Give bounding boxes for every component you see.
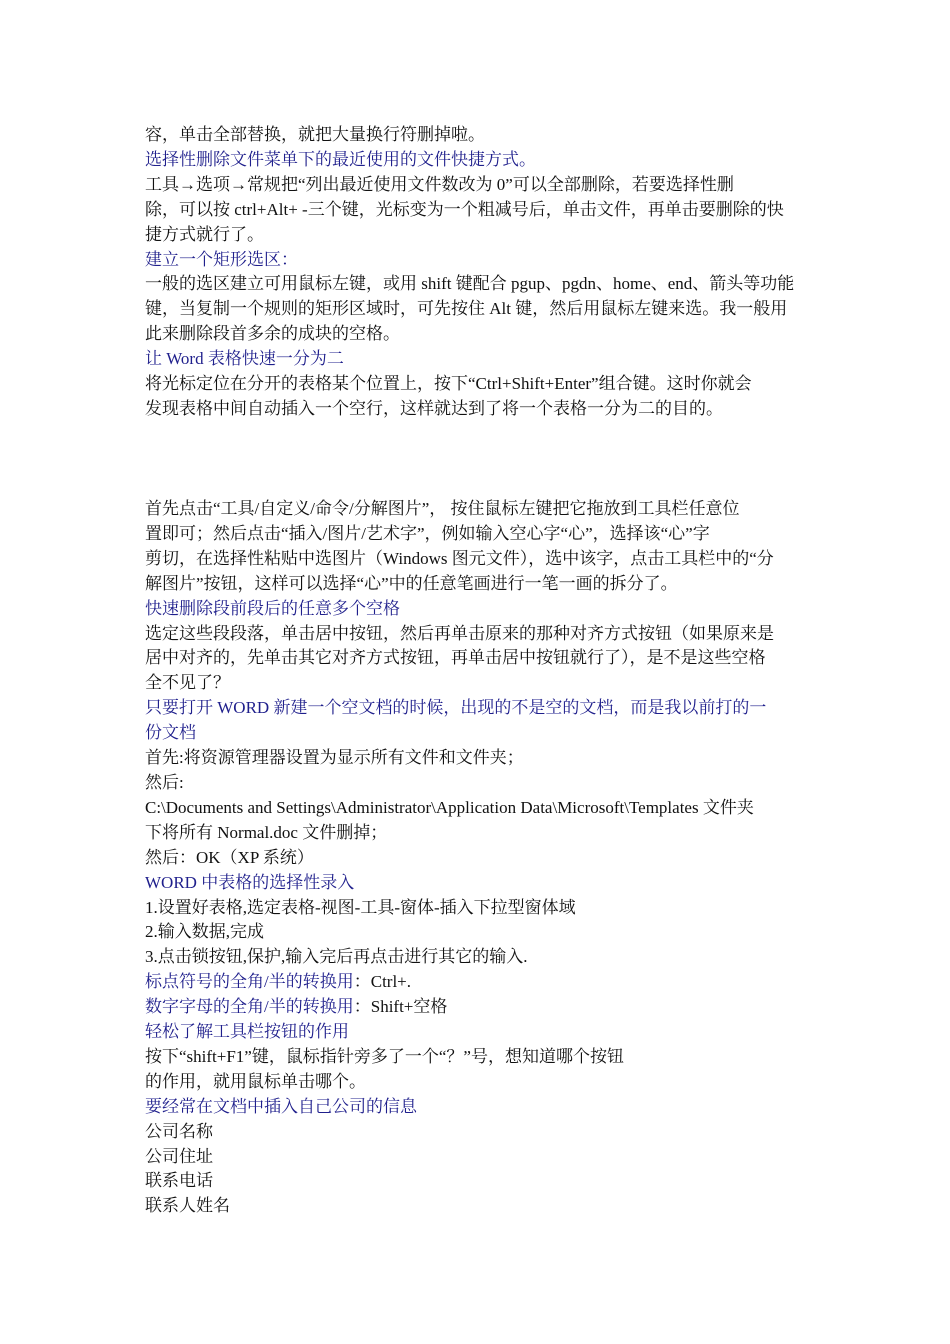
body-text-line: 然后：OK（XP 系统）	[145, 847, 314, 867]
mixed-line	[145, 970, 809, 995]
body-text-line: 捷方式就行了。	[145, 224, 264, 244]
body-text-line: 全不见了？	[145, 673, 230, 693]
body-text-line: 将光标定位在分开的表格某个位置上，按下“Ctrl+Shift+Enter”组合键。这时你就会	[145, 374, 752, 394]
body-text-line: 剪切，在选择性粘贴中选图片（Windows 图元文件），选中该字，点击工具栏中的“分	[145, 548, 774, 568]
section-heading: 快速删除段前段后的任意多个空格	[145, 598, 400, 618]
body-text-line: 选定这些段段落，单击居中按钮，然后再单击原来的那种对齐方式按钮（如果原来是	[145, 623, 774, 643]
body-text-line: 然后:	[145, 772, 184, 792]
body-text-line: 公司名称	[145, 1121, 213, 1141]
text-section-1	[145, 123, 809, 422]
body-text-line: 下将所有 Normal.doc 文件删掉；	[145, 822, 388, 842]
body-text-line: 首先:将资源管理器设置为显示所有文件和文件夹；	[145, 748, 524, 768]
text-fragment: ：Ctrl+.	[353, 972, 412, 992]
body-text-line: 此来删除段首多余的成块的空格。	[145, 324, 400, 344]
body-text-line: 联系人姓名	[145, 1196, 230, 1216]
body-text-line: 一般的选区建立可用鼠标左键，或用 shift 键配合 pgup、pgdn、home、end、箭头等功能	[145, 274, 795, 294]
section-heading: 建立一个矩形选区：	[145, 249, 298, 269]
body-text-line: 联系电话	[145, 1171, 213, 1191]
body-text-line: 工具→选项→常规把“列出最近使用文件数改为 0”可以全部删除，若要选择性删	[145, 174, 734, 194]
body-text-line: 公司住址	[145, 1146, 213, 1166]
body-text-line: 解图片”按钮，这样可以选择“心”中的任意笔画进行一笔一画的拆分了。	[145, 573, 678, 593]
body-text-line: 首先点击“工具/自定义/命令/分解图片”， 按住鼠标左键把它拖放到工具栏任意位	[145, 499, 740, 518]
section-heading: 份文档	[145, 723, 196, 743]
section-heading: 只要打开 WORD 新建一个空文档的时候，出现的不是空的文档，而是我以前打的一	[145, 698, 767, 718]
text-fragment: ：Shift+空格	[353, 997, 448, 1017]
body-text-line: C:\Documents and Settings\Administrator\Application Data\Microsoft\Templates 文件夹	[145, 797, 754, 817]
body-text-line: 键，当复制一个规则的矩形区域时，可先按住 Alt 键，然后用鼠标左键来选。我一般用	[145, 299, 788, 319]
section-heading: 选择性删除文件菜单下的最近使用的文件快捷方式。	[145, 149, 536, 169]
body-text-line: 发现表格中间自动插入一个空行，这样就达到了将一个表格一分为二的目的。	[145, 398, 723, 418]
body-text-line: 的作用，就用鼠标单击哪个。	[145, 1071, 366, 1091]
body-text-line: 置即可；然后点击“插入/图片/艺术字”，例如输入空心字“心”，选择该“心”字	[145, 523, 710, 543]
body-text-line: 3.点击锁按钮,保护,输入完后再点击进行其它的输入.	[145, 947, 528, 967]
body-text-line: 容，单击全部替换，就把大量换行符删掉啦。	[145, 125, 485, 144]
section-heading: 要经常在文档中插入自己公司的信息	[145, 1096, 417, 1116]
section-heading: WORD 中表格的选择性录入	[145, 872, 355, 892]
body-text-line: 1.设置好表格,选定表格-视图-工具-窗体-插入下拉型窗体域	[145, 897, 576, 917]
body-text-line: 居中对齐的，先单击其它对齐方式按钮，再单击居中按钮就行了），是不是这些空格	[145, 648, 766, 668]
body-text-line: 除，可以按 ctrl+Alt+ -三个键，光标变为一个粗减号后，单击文件，再单击要删除的快	[145, 199, 784, 219]
section-heading: 让 Word 表格快速一分为二	[145, 349, 344, 369]
text-section-2	[145, 497, 809, 1219]
section-heading: 轻松了解工具栏按钮的作用	[145, 1022, 349, 1042]
heading-fragment: 数字字母的全角/半的转换用	[145, 997, 354, 1017]
mixed-line	[145, 995, 809, 1020]
heading-fragment: 标点符号的全角/半的转换用	[145, 972, 354, 992]
body-text-line: 按下“shift+F1”键，鼠标指针旁多了一个“？”号，想知道哪个按钮	[145, 1046, 624, 1066]
body-text-line: 2.输入数据,完成	[145, 922, 264, 942]
